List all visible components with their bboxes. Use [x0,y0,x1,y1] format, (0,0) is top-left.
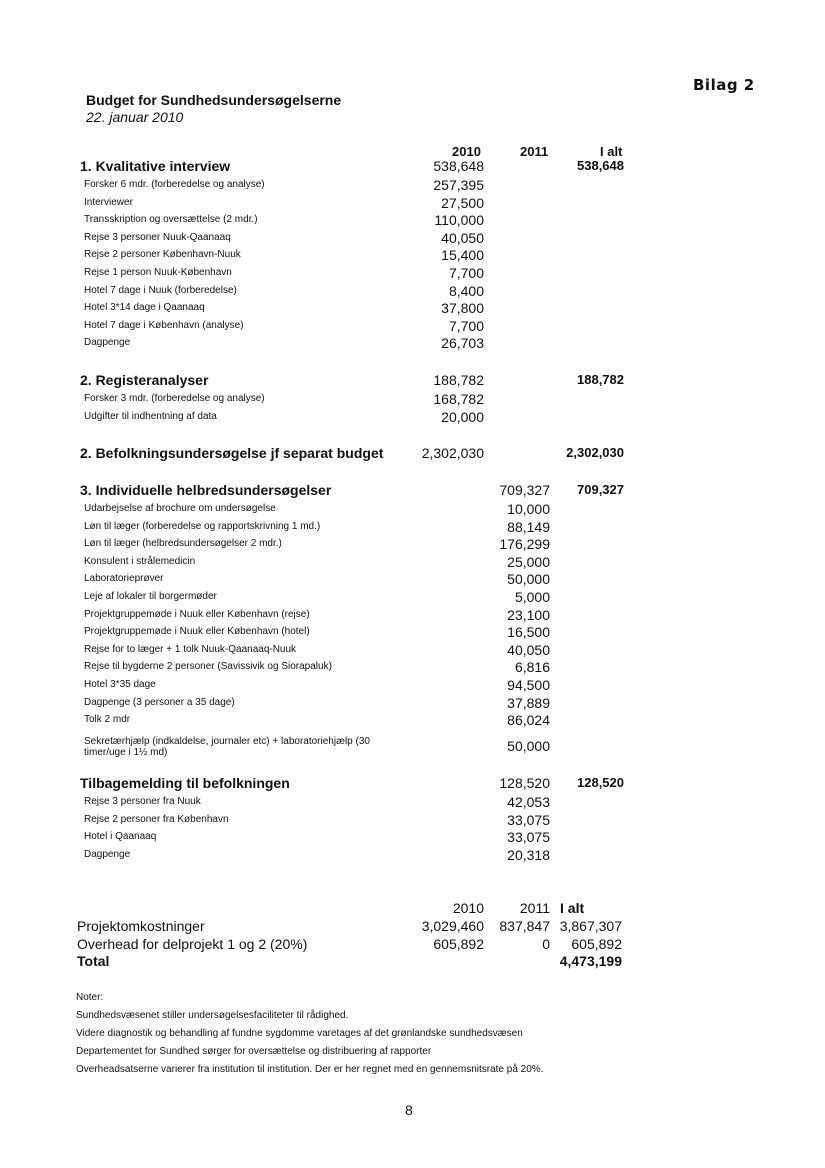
budget-line-item [0,335,825,352]
section-title: 2. Befolkningsundersøgelse jf separat budget [80,445,384,461]
summary-header-2010: 2010 [452,900,484,916]
document-title: Budget for Sundhedsundersøgelserne [86,92,342,108]
item-label: Hotel 7 dage i Nuuk (forberedelse) [84,284,237,296]
note-line: Overheadsatserne varierer fra institution til institution. Der er her regnet med en gennemsnitsrate på 20%. [76,1064,544,1075]
section-total: 128,520 [577,775,624,790]
item-label: Interviewer [84,196,133,208]
item-2011: 86,024 [507,712,550,729]
item-2011: 10,000 [507,501,550,517]
summary-row-project-costs [0,918,825,936]
budget-line-item [0,589,825,606]
item-label: Sekretærhjælp (indkaldelse, journaler etc) + laboratoriehjælp (30 timer/uge i 1½ md) [84,735,370,758]
item-label: Hotel 3*14 dage i Qaanaaq [84,302,205,314]
section-2011: 709,327 [499,482,550,498]
note-line: Departementet for Sundhed sørger for oversættelse og distribuering af rapporter [76,1046,432,1057]
section-title: Tilbagemelding til befolkningen [80,775,290,791]
section-header [0,775,825,793]
section-title: 1. Kvalitative interview [80,158,231,174]
section-2011: 128,520 [499,775,550,791]
budget-line-item [0,712,825,729]
summary-2010: 605,892 [433,936,484,952]
appendix-label: Bilag 2 [693,76,755,94]
budget-line-item [0,409,825,426]
section-header [0,482,825,500]
item-2011: 94,500 [507,677,550,693]
summary-label: Overhead for delprojekt 1 og 2 (20%) [77,936,308,952]
budget-line-item [0,536,825,553]
budget-line-item [0,829,825,846]
item-label: Udgifter til indhentning af data [84,410,217,422]
section-title: 3. Individuelle helbredsundersøgelser [80,482,332,498]
budget-line-item [0,230,825,247]
item-2010: 26,703 [441,335,484,352]
budget-line-item [0,794,825,811]
item-label: Dagpenge (3 personer a 35 dage) [84,696,235,708]
budget-line-item [0,318,825,335]
total-label: Total [77,953,110,969]
header-total: I alt [600,144,623,159]
item-2010: 20,000 [441,408,484,425]
header-2010: 2010 [452,144,481,159]
item-label: Forsker 6 mdr. (forberedelse og analyse) [84,179,265,190]
item-label: Rejse 2 personer København-Nuuk [84,249,241,261]
section-header [0,445,825,463]
summary-2010: 3,029,460 [421,918,484,934]
budget-line-item [0,571,825,588]
summary-total: 3,867,307 [559,918,622,934]
budget-line-item [0,659,825,676]
item-2011: 5,000 [514,589,550,605]
item-2011: 37,889 [507,694,550,711]
item-2011: 6,816 [514,659,550,676]
item-2011: 16,500 [507,624,550,641]
section-header [0,158,825,176]
page-number: 8 [405,1102,413,1118]
item-label: Udarbejselse af brochure om undersøgelse [84,503,276,514]
section-2010: 538,648 [433,158,484,174]
item-label: Hotel i Qaanaaq [84,831,157,843]
section-total: 188,782 [577,372,624,387]
item-label: Leje af lokaler til borgermøder [84,591,217,602]
item-2010: 8,400 [448,282,484,299]
budget-line-item [0,554,825,571]
item-label: Rejse 2 personer fra København [84,813,229,825]
budget-line-item [0,247,825,264]
budget-line-item [0,177,825,194]
budget-line-item [0,624,825,641]
item-2010: 7,700 [448,265,484,281]
budget-line-item [0,391,825,408]
item-2011: 33,075 [507,829,550,846]
item-label: Transskription og oversættelse (2 mdr.) [84,214,258,226]
item-2011: 25,000 [507,553,550,570]
section-title: 2. Registeranalyser [80,372,209,388]
budget-line-item [0,283,825,300]
item-label: Tolk 2 mdr [84,714,131,726]
item-label: Løn til læger (forberedelse og rapportskrivning 1 md.) [84,520,321,532]
item-label: Dagpenge [84,848,131,860]
item-2011: 50,000 [507,737,550,754]
summary-row-total [0,953,825,971]
item-label: Konsulent i strålemedicin [84,555,196,567]
section-2010: 188,782 [433,372,484,388]
note-line: Sundhedsvæsenet stiller undersøgelsesfaciliteter til rådighed. [76,1010,349,1021]
item-label: Rejse 1 person Nuuk-København [84,267,232,278]
item-2010: 7,700 [448,317,484,334]
item-label: Projektgruppemøde i Nuuk eller København (rejse) [84,608,310,620]
summary-2011: 0 [542,936,550,952]
section-header [0,372,825,390]
section-total: 709,327 [577,482,624,497]
budget-line-item [0,607,825,624]
section-2010: 2,302,030 [421,445,484,461]
item-2010: 110,000 [434,212,484,229]
budget-line-item [0,300,825,317]
item-2010: 27,500 [441,194,484,211]
item-label: Rejse for to læger + 1 tolk Nuuk-Qaanaaq-Nuuk [84,643,297,655]
budget-line-item [0,847,825,864]
item-2011: 50,000 [507,571,550,588]
header-2011: 2011 [520,144,549,159]
budget-line-item [0,265,825,282]
item-label: Rejse til bygderne 2 personer (Savissivik og Siorapaluk) [84,661,332,673]
section-total: 538,648 [577,158,624,173]
item-2011: 33,075 [507,811,550,828]
budget-line-item [0,642,825,659]
summary-header-2011: 2011 [519,900,550,916]
item-2011: 176,299 [499,536,550,553]
budget-line-item [0,519,825,536]
note-line: Videre diagnostik og behandling af fundne sygdomme varetages af det grønlandske sundhedsvæsen [76,1028,523,1039]
item-label: Rejse 3 personer Nuuk-Qaanaaq [84,231,231,243]
item-label: Forsker 3 mdr. (forberedelse og analyse) [84,393,265,404]
summary-2011: 837,847 [499,918,550,934]
item-label: Rejse 3 personer fra Nuuk [84,796,201,807]
summary-total: 605,892 [571,936,622,952]
item-2011: 88,149 [507,518,550,535]
item-2010: 15,400 [441,247,484,264]
grand-total: 4,473,199 [559,953,622,969]
item-label: Laboratorieprøver [84,573,164,585]
item-label: Løn til læger (helbredsundersøgelser 2 mdr.) [84,538,282,550]
item-2010: 257,395 [433,177,484,193]
item-label: Hotel 7 dage i København (analyse) [84,319,244,331]
notes-heading: Noter: [76,992,104,1003]
item-label: Dagpenge [84,337,131,349]
summary-row-overhead [0,936,825,954]
item-2010: 40,050 [441,229,484,246]
item-2011: 20,318 [507,846,550,863]
budget-line-item [0,501,825,518]
item-label: Projektgruppemøde i Nuuk eller København (hotel) [84,626,310,638]
item-2011: 42,053 [507,794,550,810]
document-date: 22. januar 2010 [86,109,184,125]
budget-line-item [0,735,825,758]
item-label: Hotel 3*35 dage [84,679,156,690]
budget-line-item [0,195,825,212]
item-2010: 168,782 [433,391,484,407]
budget-line-item [0,695,825,712]
budget-line-item [0,212,825,229]
item-2011: 23,100 [507,606,550,623]
item-2011: 40,050 [507,641,550,658]
summary-header-total: I alt [560,900,585,916]
section-total: 2,302,030 [566,445,624,460]
item-2010: 37,800 [441,300,484,317]
budget-line-item [0,677,825,694]
budget-line-item [0,812,825,829]
summary-label: Projektomkostninger [77,918,205,934]
